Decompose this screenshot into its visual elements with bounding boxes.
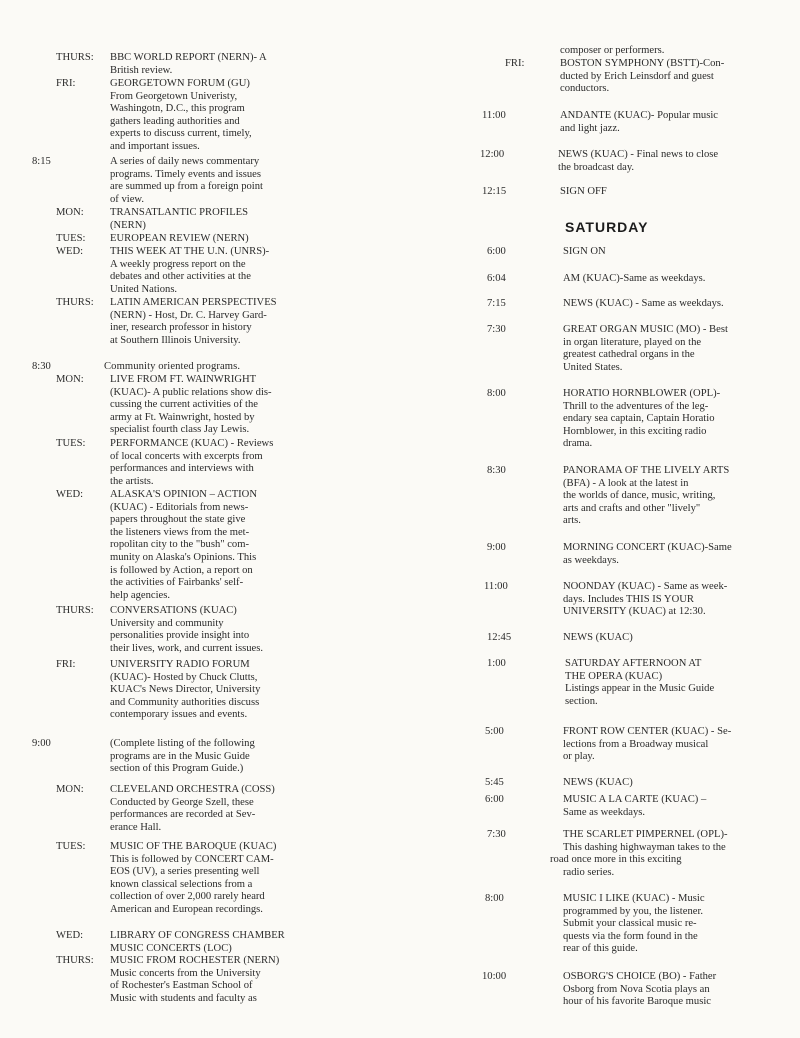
program-entry <box>563 273 705 286</box>
entry-line: United Nations. <box>110 283 178 295</box>
day-label: TUES: <box>56 233 86 244</box>
entry-line: British review. <box>110 64 173 76</box>
entry-line: MUSIC CONCERTS (LOC) <box>110 942 232 954</box>
entry-line: Same as weekdays. <box>563 806 646 818</box>
program-entry <box>563 581 727 619</box>
program-entry <box>563 794 706 819</box>
entry-line: ANDANTE (KUAC)- Popular music <box>560 110 719 121</box>
entry-line: Washingotn, D.C., this program <box>110 103 245 115</box>
entry-line: UNIVERSITY RADIO FORUM <box>110 659 250 670</box>
entry-line: section of this Program Guide.) <box>110 763 244 775</box>
entry-line: Osborg from Nova Scotia plays an <box>563 983 710 995</box>
time-label: 10:00 <box>482 971 507 982</box>
entry-line: CONVERSATIONS (KUAC) <box>110 605 237 616</box>
entry-line: hour of his favorite Baroque music <box>563 996 711 1008</box>
entry-line: iner, research professor in history <box>110 322 252 334</box>
entry-line: drama. <box>563 438 593 450</box>
time-label: 11:00 <box>482 110 506 121</box>
entry-line: in organ literature, played on the <box>563 336 702 348</box>
entry-line: and Community authorities discuss <box>110 696 260 708</box>
entry-line: conductors. <box>560 83 610 95</box>
day-label: FRI: <box>56 659 76 670</box>
entry-line: Music concerts from the University <box>110 967 261 979</box>
entry-line: debates and other activities at the <box>110 271 251 283</box>
time-label: 9:00 <box>32 738 51 749</box>
program-entry <box>563 298 724 311</box>
program-entry-continued <box>560 45 664 58</box>
time-label: 5:00 <box>485 726 504 737</box>
entry-line: Listings appear in the Music Guide <box>565 683 715 695</box>
entry-line: programs. Timely events and issues <box>110 168 261 180</box>
section-note: Community oriented programs. <box>104 361 241 372</box>
time-label: 12:00 <box>480 149 505 160</box>
time-label: 1:00 <box>487 658 506 669</box>
entry-line: gathers leading authorities and <box>110 115 240 127</box>
entry-line: EUROPEAN REVIEW (NERN) <box>110 233 249 244</box>
program-entry <box>563 388 720 451</box>
entry-line: GREAT ORGAN MUSIC (MO) - Best <box>563 324 728 335</box>
entry-line: of Rochester's Eastman School of <box>110 980 253 992</box>
program-entry <box>563 246 606 259</box>
entry-line: MUSIC I LIKE (KUAC) - Music <box>563 893 705 904</box>
day-label: THURS: <box>56 297 94 308</box>
entry-line: days. Includes THIS IS YOUR <box>563 593 694 605</box>
entry-line: Submit your classical music re- <box>563 918 697 930</box>
entry-line: munity on Alaska's Opinions. This <box>110 551 257 563</box>
entry-line: UNIVERSITY (KUAC) at 12:30. <box>563 606 706 618</box>
entry-line: programmed by you, the listener. <box>563 905 704 917</box>
day-label: THURS: <box>56 52 94 63</box>
entry-line: From Georgetown Univeristy, <box>110 90 238 102</box>
entry-line: performances and interviews with <box>110 463 254 475</box>
program-entry <box>110 207 248 232</box>
day-label: MON: <box>56 784 84 795</box>
entry-line: A series of daily news commentary <box>110 156 260 167</box>
entry-line: are summed up from a foreign point <box>110 181 263 193</box>
day-label: THURS: <box>56 955 94 966</box>
program-entry <box>110 489 257 602</box>
entry-line: the artists. <box>110 475 154 487</box>
entry-line: radio series. <box>563 866 615 878</box>
program-entry <box>110 930 285 955</box>
program-entry <box>563 777 633 790</box>
entry-line: specialist fourth class Jay Lewis. <box>110 424 250 436</box>
day-label: TUES: <box>56 438 86 449</box>
entry-line: performances are recorded at Sev- <box>110 809 256 821</box>
entry-line: KUAC's News Director, University <box>110 684 261 696</box>
time-label: 6:00 <box>485 794 504 805</box>
entry-line: ALASKA'S OPINION – ACTION <box>110 489 257 500</box>
entry-line: their lives, work, and current issues. <box>110 642 263 654</box>
entry-line: rear of this guide. <box>563 943 638 955</box>
program-entry <box>558 149 718 174</box>
program-entry <box>110 78 252 154</box>
entry-line: is followed by Action, a report on <box>110 564 253 576</box>
entry-line: BBC WORLD REPORT (NERN)- A <box>110 52 267 63</box>
entry-line: PANORAMA OF THE LIVELY ARTS <box>563 465 730 476</box>
program-entry <box>563 632 633 645</box>
time-label: 6:04 <box>487 273 506 284</box>
program-entry <box>110 955 279 1005</box>
saturday-heading: SATURDAY <box>565 219 649 235</box>
entry-line: SIGN OFF <box>560 186 607 197</box>
entry-line: (NERN) <box>110 219 146 231</box>
day-label: WED: <box>56 246 84 257</box>
entry-line: LATIN AMERICAN PERSPECTIVES <box>110 297 277 308</box>
entry-line: (KUAC) - Editorials from news- <box>110 501 249 513</box>
time-label: 8:15 <box>32 156 51 167</box>
entry-line: the listeners views from the met- <box>110 526 250 538</box>
entry-line: MORNING CONCERT (KUAC)-Same <box>563 542 732 553</box>
entry-line: (KUAC)- Hosted by Chuck Clutts, <box>110 671 258 683</box>
program-entry <box>110 738 255 776</box>
entry-line: NEWS (KUAC) <box>563 632 633 643</box>
time-label: 7:30 <box>487 324 506 335</box>
program-entry <box>110 605 263 655</box>
entry-line: University and community <box>110 617 224 629</box>
program-entry <box>110 156 263 206</box>
entry-line: arts and crafts and other "lively" <box>563 502 701 514</box>
program-entry <box>110 246 269 296</box>
entry-line: BOSTON SYMPHONY (BSTT)-Con- <box>560 58 725 69</box>
entry-line: road once more in this exciting <box>550 854 682 866</box>
day-label: FRI: <box>505 58 525 69</box>
entry-line: CLEVELAND ORCHESTRA (COSS) <box>110 784 275 795</box>
entry-line: NEWS (KUAC) - Final news to close <box>558 149 719 160</box>
entry-line: composer or performers. <box>560 45 665 56</box>
entry-line: (BFA) - A look at the latest in <box>563 477 689 489</box>
entry-line: arts. <box>563 515 581 527</box>
program-entry <box>110 374 272 437</box>
entry-line: collection of over 2,000 rarely heard <box>110 891 265 903</box>
program-entry <box>563 893 705 956</box>
day-label: WED: <box>56 930 84 941</box>
day-label: MON: <box>56 207 84 218</box>
program-entry <box>110 438 273 488</box>
entry-line: army at Ft. Wainwright, hosted by <box>110 411 255 423</box>
entry-line: greatest cathedral organs in the <box>563 349 695 361</box>
entry-line: EOS (UV), a series presenting well <box>110 866 260 878</box>
time-label: 8:00 <box>487 388 506 399</box>
entry-line: A weekly progress report on the <box>110 258 246 270</box>
entry-line: LIVE FROM FT. WAINWRIGHT <box>110 374 257 385</box>
entry-line: or play. <box>563 751 595 763</box>
time-label: 8:30 <box>487 465 506 476</box>
entry-line: This is followed by CONCERT CAM- <box>110 853 274 865</box>
program-entry <box>110 659 260 722</box>
program-entry <box>565 658 714 708</box>
entry-line: help agencies. <box>110 589 171 601</box>
entry-line: MUSIC OF THE BAROQUE (KUAC) <box>110 841 277 852</box>
entry-line: THE SCARLET PIMPERNEL (OPL)- <box>563 829 728 840</box>
entry-line: OSBORG'S CHOICE (BO) - Father <box>563 971 717 982</box>
entry-line: THIS WEEK AT THE U.N. (UNRS)- <box>110 246 270 257</box>
entry-line: (NERN) - Host, Dr. C. Harvey Gard- <box>110 309 267 321</box>
entry-line: the worlds of dance, music, writing, <box>563 490 716 502</box>
entry-line: NEWS (KUAC) <box>563 777 633 788</box>
day-label: MON: <box>56 374 84 385</box>
entry-line: United States. <box>563 361 623 373</box>
entry-line: This dashing highwayman takes to the <box>563 841 726 853</box>
time-label: 7:30 <box>487 829 506 840</box>
entry-line: experts to discuss current, timely, <box>110 128 252 140</box>
program-entry <box>110 784 275 834</box>
time-label: 6:00 <box>487 246 506 257</box>
entry-line: NEWS (KUAC) - Same as weekdays. <box>563 298 724 309</box>
entry-line: section. <box>565 695 598 707</box>
entry-line: and important issues. <box>110 140 200 152</box>
time-label: 8:30 <box>32 361 51 372</box>
program-entry <box>560 58 724 96</box>
entry-line: as weekdays. <box>563 554 619 566</box>
time-label: 12:45 <box>487 632 512 643</box>
entry-line: the broadcast day. <box>558 161 635 173</box>
program-entry <box>563 465 729 528</box>
time-label: 11:00 <box>484 581 508 592</box>
entry-line: HORATIO HORNBLOWER (OPL)- <box>563 388 721 399</box>
program-entry <box>110 233 249 246</box>
entry-line: Music with students and faculty as <box>110 992 257 1004</box>
entry-line: Thrill to the adventures of the leg- <box>563 400 709 412</box>
entry-line: Conducted by George Szell, these <box>110 796 254 808</box>
entry-line: Hornblower, in this exciting radio <box>563 425 707 437</box>
program-entry <box>110 841 276 917</box>
day-label: TUES: <box>56 841 86 852</box>
entry-line: American and European recordings. <box>110 903 263 915</box>
program-entry <box>563 726 731 764</box>
program-entry <box>110 52 267 77</box>
program-entry <box>563 542 732 567</box>
entry-line: and light jazz. <box>560 122 620 134</box>
program-entry <box>563 971 716 1009</box>
day-label: FRI: <box>56 78 76 89</box>
program-entry <box>563 324 728 374</box>
day-label: THURS: <box>56 605 94 616</box>
time-label: 12:15 <box>482 186 507 197</box>
entry-line: endary sea captain, Captain Horatio <box>563 413 715 425</box>
entry-line: personalities provide insight into <box>110 630 250 642</box>
program-entry <box>560 186 607 199</box>
entry-line: TRANSATLANTIC PROFILES <box>110 207 249 218</box>
entry-line: LIBRARY OF CONGRESS CHAMBER <box>110 930 285 941</box>
entry-line: cussing the current activities of the <box>110 399 258 411</box>
entry-line: MUSIC A LA CARTE (KUAC) – <box>563 794 707 805</box>
entry-line: NOONDAY (KUAC) - Same as week- <box>563 581 728 592</box>
entry-line: (Complete listing of the following <box>110 738 255 749</box>
entry-line: erance Hall. <box>110 821 162 833</box>
entry-line: THE OPERA (KUAC) <box>565 670 663 682</box>
entry-line: ropolitan city to the "bush" com- <box>110 539 249 551</box>
entry-line: of view. <box>110 193 145 205</box>
program-entry <box>560 110 718 135</box>
entry-line: programs are in the Music Guide <box>110 750 250 762</box>
entry-line: GEORGETOWN FORUM (GU) <box>110 78 250 89</box>
entry-line: papers throughout the state give <box>110 514 246 526</box>
entry-line: of local concerts with excerpts from <box>110 450 263 462</box>
entry-line: MUSIC FROM ROCHESTER (NERN) <box>110 955 280 966</box>
time-label: 9:00 <box>487 542 506 553</box>
entry-line: quests via the form found in the <box>563 930 698 942</box>
day-label: WED: <box>56 489 84 500</box>
entry-line: FRONT ROW CENTER (KUAC) - Se- <box>563 726 732 737</box>
program-entry <box>110 297 277 347</box>
entry-line: SIGN ON <box>563 246 606 257</box>
entry-line: contemporary issues and events. <box>110 709 248 721</box>
entry-line: (KUAC)- A public relations show dis- <box>110 386 272 398</box>
time-label: 7:15 <box>487 298 506 309</box>
entry-line: known classical selections from a <box>110 878 253 890</box>
entry-line: lections from a Broadway musical <box>563 738 709 750</box>
time-label: 5:45 <box>485 777 504 788</box>
program-entry <box>550 829 728 879</box>
entry-line: at Southern Illinois University. <box>110 334 241 346</box>
time-label: 8:00 <box>485 893 504 904</box>
entry-line: AM (KUAC)-Same as weekdays. <box>563 273 706 284</box>
entry-line: SATURDAY AFTERNOON AT <box>565 658 702 669</box>
entry-line: ducted by Erich Leinsdorf and guest <box>560 70 714 82</box>
entry-line: the activities of Fairbanks' self- <box>110 577 244 589</box>
entry-line: PERFORMANCE (KUAC) - Reviews <box>110 438 274 449</box>
